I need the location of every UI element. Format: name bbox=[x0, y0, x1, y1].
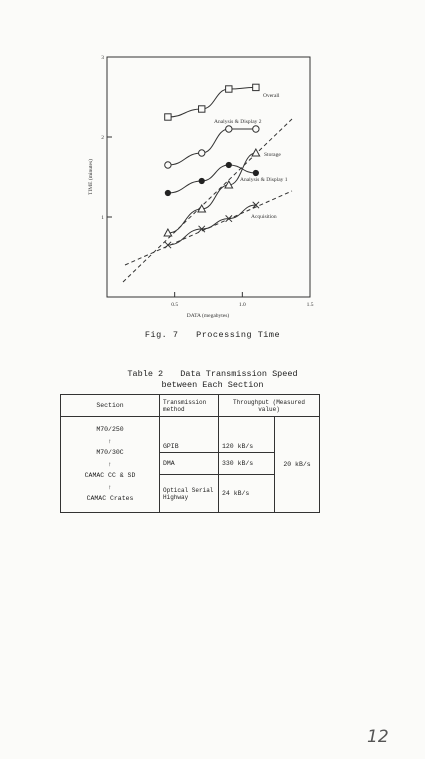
series-line-analysis-display-2 bbox=[168, 129, 256, 165]
speed-dma: 330 kB/s bbox=[219, 453, 275, 475]
legend-analysis-display-2: Analysis & Display 2 bbox=[214, 119, 262, 125]
series-layer bbox=[164, 84, 260, 248]
figure-caption bbox=[0, 330, 425, 340]
table-number: Table 2 bbox=[127, 369, 164, 379]
data-point-storage bbox=[252, 149, 260, 156]
table-row bbox=[61, 417, 320, 453]
header-section: Section bbox=[61, 395, 160, 417]
legend-storage: Storage bbox=[264, 152, 281, 158]
data-point-analysis-display-1 bbox=[199, 178, 204, 183]
method-gpib: GPIB bbox=[160, 417, 219, 453]
data-point-overall bbox=[226, 86, 232, 92]
table-title-line1: Data Transmission Speed bbox=[180, 369, 298, 379]
x-tick-label: 1.0 bbox=[238, 302, 246, 308]
x-axis-label: DATA (megabytes) bbox=[186, 313, 230, 319]
figure-number: Fig. 7 bbox=[144, 330, 179, 340]
y-tick-label: 2 bbox=[101, 135, 104, 141]
arrow-icon: ↑ bbox=[108, 437, 112, 445]
header-method: Transmission method bbox=[160, 395, 219, 417]
speed-optical: 24 kB/s bbox=[219, 475, 275, 513]
table-header-row bbox=[61, 395, 320, 417]
series-line-storage bbox=[168, 153, 256, 233]
series-line-acquisition bbox=[168, 205, 256, 245]
speed-gpib: 120 kB/s bbox=[219, 417, 275, 453]
arrow-icon: ↑ bbox=[108, 483, 112, 491]
processing-time-chart bbox=[0, 0, 425, 330]
legend-acquisition: Acquisition bbox=[251, 214, 277, 220]
section-cell bbox=[61, 417, 160, 513]
storage-trend-line bbox=[123, 119, 292, 282]
data-point-analysis-display-2 bbox=[226, 126, 232, 132]
section-camac-crates: CAMAC Crates bbox=[86, 495, 134, 503]
legend-analysis-display-1: Analysis & Display 1 bbox=[240, 177, 288, 183]
section-camac-cc-sd: CAMAC CC & SD bbox=[84, 472, 136, 480]
data-point-overall bbox=[199, 106, 205, 112]
section-m70-30c: M70/30C bbox=[96, 449, 124, 457]
data-point-analysis-display-2 bbox=[165, 162, 171, 168]
table-title-line2: between Each Section bbox=[161, 380, 264, 390]
x-tick-label: 0.5 bbox=[171, 302, 179, 308]
data-point-analysis-display-1 bbox=[253, 170, 258, 175]
arrow-icon: ↑ bbox=[108, 460, 112, 468]
data-point-analysis-display-1 bbox=[165, 190, 170, 195]
y-tick-label: 1 bbox=[101, 215, 104, 221]
header-throughput: Throughput (Measured value) bbox=[219, 395, 320, 417]
data-point-analysis-display-1 bbox=[226, 162, 231, 167]
table-caption bbox=[0, 369, 425, 391]
method-optical: Optical Serial Highway bbox=[160, 475, 219, 513]
x-tick-label: 1.5 bbox=[306, 302, 314, 308]
data-point-analysis-display-2 bbox=[253, 126, 259, 132]
y-axis-label: TIME (minutes) bbox=[88, 159, 94, 195]
transmission-speed-table bbox=[60, 394, 320, 513]
legend-overall: Overall bbox=[263, 93, 280, 99]
page-number: 12 bbox=[367, 727, 389, 747]
data-point-overall bbox=[253, 84, 259, 90]
combined-speed: 20 kB/s bbox=[275, 417, 320, 513]
data-point-overall bbox=[165, 114, 171, 120]
y-tick-label: 3 bbox=[101, 55, 104, 61]
x-axis-ticks bbox=[171, 292, 313, 308]
series-line-overall bbox=[168, 87, 256, 117]
figure-title: Processing Time bbox=[196, 330, 281, 340]
section-m70-250: M70/250 bbox=[96, 426, 124, 434]
method-dma: DMA bbox=[160, 453, 219, 475]
data-point-analysis-display-2 bbox=[199, 150, 205, 156]
